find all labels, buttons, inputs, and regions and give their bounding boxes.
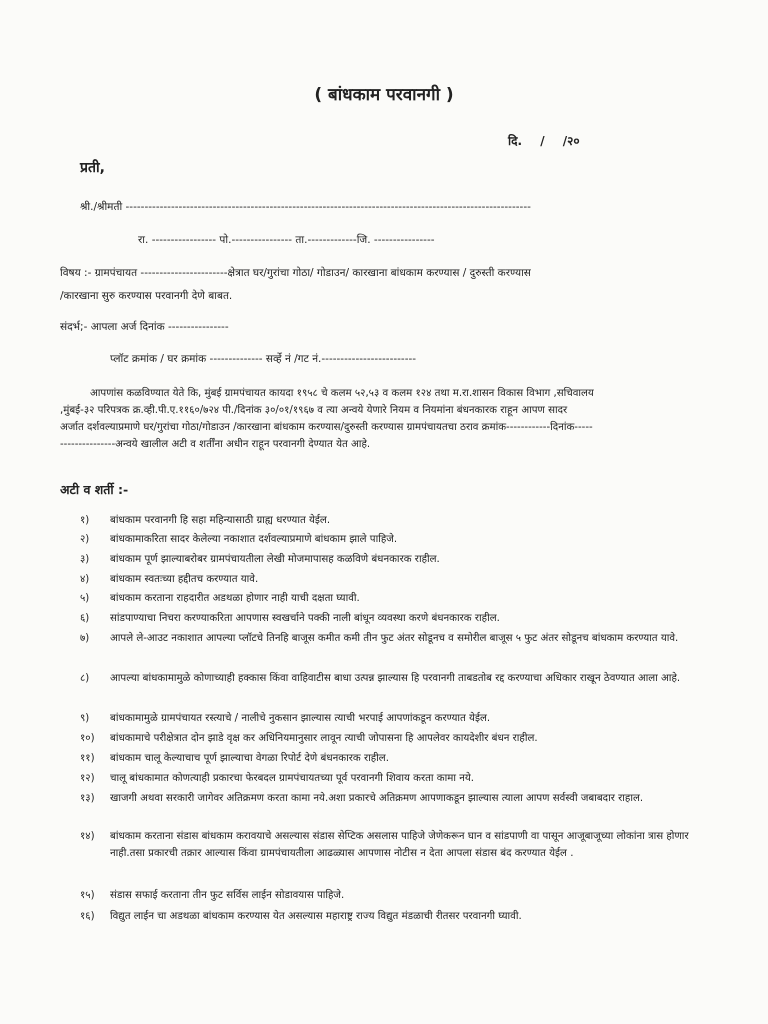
condition-number: १३) — [80, 793, 95, 804]
condition-number: १६) — [80, 911, 95, 922]
date-field: दि. / /२० — [508, 134, 580, 148]
condition-number: १०) — [80, 733, 95, 744]
condition-number: १४) — [80, 831, 95, 842]
condition-text: बांधकाम स्वतःच्या हद्दीतच करण्यात यावे. — [110, 574, 259, 585]
condition-text: बांधकामाकरिता सादर केलेल्या नकाशात दर्शवल्याप्रमाणे बांधकाम झाले पाहिजे. — [110, 534, 398, 545]
plot-line: प्लॉट क्रमांक / घर क्रमांक -------------- सर्व्हे नं /गट नं.------------------------- — [110, 353, 417, 365]
condition-text: चालू बांधकामात कोणत्याही प्रकारचा फेरबदल ग्रामपंचायतच्या पूर्व परवानगी शिवाय करता कामा नये. — [110, 773, 475, 784]
condition-number: ११) — [80, 753, 95, 764]
condition-text: आपल्या बांधकामामुळे कोणाच्याही हक्कास किंवा वाहिवाटीस बाधा उत्पन्न झाल्यास हि परवानगी ताबडतोब रद्द करण्याचा अधिकार राखून ठेवण्यात आला आहे. — [110, 673, 681, 684]
condition-text: बांधकामामुळे ग्रामपंचायत रस्त्याचे / नालीचे नुकसान झाल्यास त्याची भरपाई आपणांकडून करण्यात येईल. — [110, 713, 491, 724]
condition-text: खाजगी अथवा सरकारी जागेवर अतिक्रमण करता कामा नये.अशा प्रकारचे अतिक्रमण आपणाकडून झाल्यास त्याला आपण सर्वस्वी जबाबदार राहाल. — [110, 793, 644, 804]
recipient-line: श्री./श्रीमती ----------------------------------------------------------------------------------------------------------- — [80, 201, 531, 213]
para-line: आपणांस कळविण्यात येते कि, मुंबई ग्रामपंचायत कायदा १९५८ चे कलम ५२,५३ व कलम १२४ तथा म.रा.शासन विकास विभाग ,सचिवालय — [90, 388, 594, 399]
address-line: रा. ----------------- पो.---------------- ता.-------------जि. ---------------- — [138, 234, 435, 246]
para-line: ---------------अन्वये खालील अटी व शर्तींना अधीन राहून परवानगी देण्यात येत आहे. — [60, 439, 371, 450]
condition-number: १२) — [80, 773, 95, 784]
condition-text: बांधकाम पूर्ण झाल्याबरोबर ग्रामपंचायतीला लेखी मोजमापासह कळविणे बंधनकारक राहील. — [110, 554, 440, 565]
condition-text: बांधकाम परवानगी हि सहा महिन्यासाठी ग्राह्य धरण्यात येईल. — [110, 515, 331, 526]
condition-text: बांधकामाचे परीक्षेत्रात दोन झाडे वृक्ष कर अधिनियमानुसार लावून त्याची जोपासना हि आपलेवर कायदेशीर बंधन राहील. — [110, 733, 538, 744]
subject-line-1: विषय :- ग्रामपंचायत -----------------------क्षेत्रात घर/गुरांचा गोठा/ गोडाउन/ कारखाना बांधकाम करण्यास / दुरुस्ती करण्यास — [60, 267, 531, 279]
condition-number: ८) — [80, 673, 90, 684]
document-title: ( बांधकाम परवानगी ) — [314, 85, 454, 105]
condition-text: सांडपाण्याचा निचरा करण्याकरिता आपणास स्वखर्चाने पक्की नाली बांधून व्यवस्था करणे बंधनकारक राहील. — [110, 613, 500, 624]
intro-paragraph — [60, 385, 710, 453]
condition-number: ६) — [80, 613, 90, 624]
condition-number: ७) — [80, 633, 90, 644]
condition-text: बांधकाम करताना संडास बांधकाम करावयाचे असल्यास संडास सेप्टिक असलास पाहिजे जेणेकरून घान व सांडपाणी वा पासून आजूबाजूच्या लोकांना त्रास होणार नाही.तसा प्रकारची तक्रार आल्यास किंवा ग्रामपंचायतीला आढळ्यास आपणास नोटीस न देता आपला संडास बंद करण्यात येईल . — [110, 831, 689, 859]
para-line: अर्जात दर्शवल्याप्रमाणे घर/गुरांचा गोठा/गोडाउन /कारखाना बांधकाम करण्यास/दुरुस्ती करण्यास ग्रामपंचायतचा ठराव क्रमांक------------दिनांक----- — [60, 422, 593, 433]
condition-text: बांधकाम चालू केल्याचाच पूर्ण झाल्याचा वेगळा रिपोर्ट देणे बंधनकारक राहील. — [110, 753, 389, 764]
condition-number: १५) — [80, 890, 95, 901]
condition-number: २) — [80, 534, 90, 545]
conditions-heading: अटी व शर्ती :- — [60, 482, 129, 497]
condition-number: ४) — [80, 574, 90, 585]
condition-text: बांधकाम करताना राहदारीत अडथळा होणार नाही याची दक्षता घ्यावी. — [110, 593, 360, 604]
reference-line: संदर्भ;- आपला अर्ज दिनांक ---------------- — [60, 321, 229, 333]
condition-text: विद्युत लाईन चा अडथळा बांधकाम करण्यास येत असल्यास महाराष्ट्र राज्य विद्युत मंडळाची रीतसर परवानगी घ्यावी. — [110, 911, 522, 922]
condition-number: ९) — [80, 713, 90, 724]
prati-label: प्रती, — [80, 160, 105, 176]
condition-text: संडास सफाई करताना तीन फुट सर्विस लाईन सोडावयास पाहिजे. — [110, 890, 345, 901]
condition-number: ३) — [80, 554, 90, 565]
condition-number: १) — [80, 515, 90, 526]
subject-line-2: /कारखाना सुरु करण्यास परवानगी देणे बाबत. — [60, 290, 233, 302]
condition-text: आपले ले-आउट नकाशात आपल्या प्लॉटचे तिनहि बाजूस कमीत कमी तीन फुट अंतर सोडूनच व समोरील बाजूस ५ फुट अंतर सोडूनच बांधकाम करण्यात यावे. — [110, 633, 679, 644]
condition-number: ५) — [80, 593, 90, 604]
para-line: ,मुंबई-३२ परिपत्रक क्र.व्ही.पी.ए.११६०/७२४ पी./दिनांक ३०/०१/१९६७ व त्या अन्वये येणारे नियम व नियमांना बंधनकारक राहून आपण सादर — [60, 405, 568, 416]
